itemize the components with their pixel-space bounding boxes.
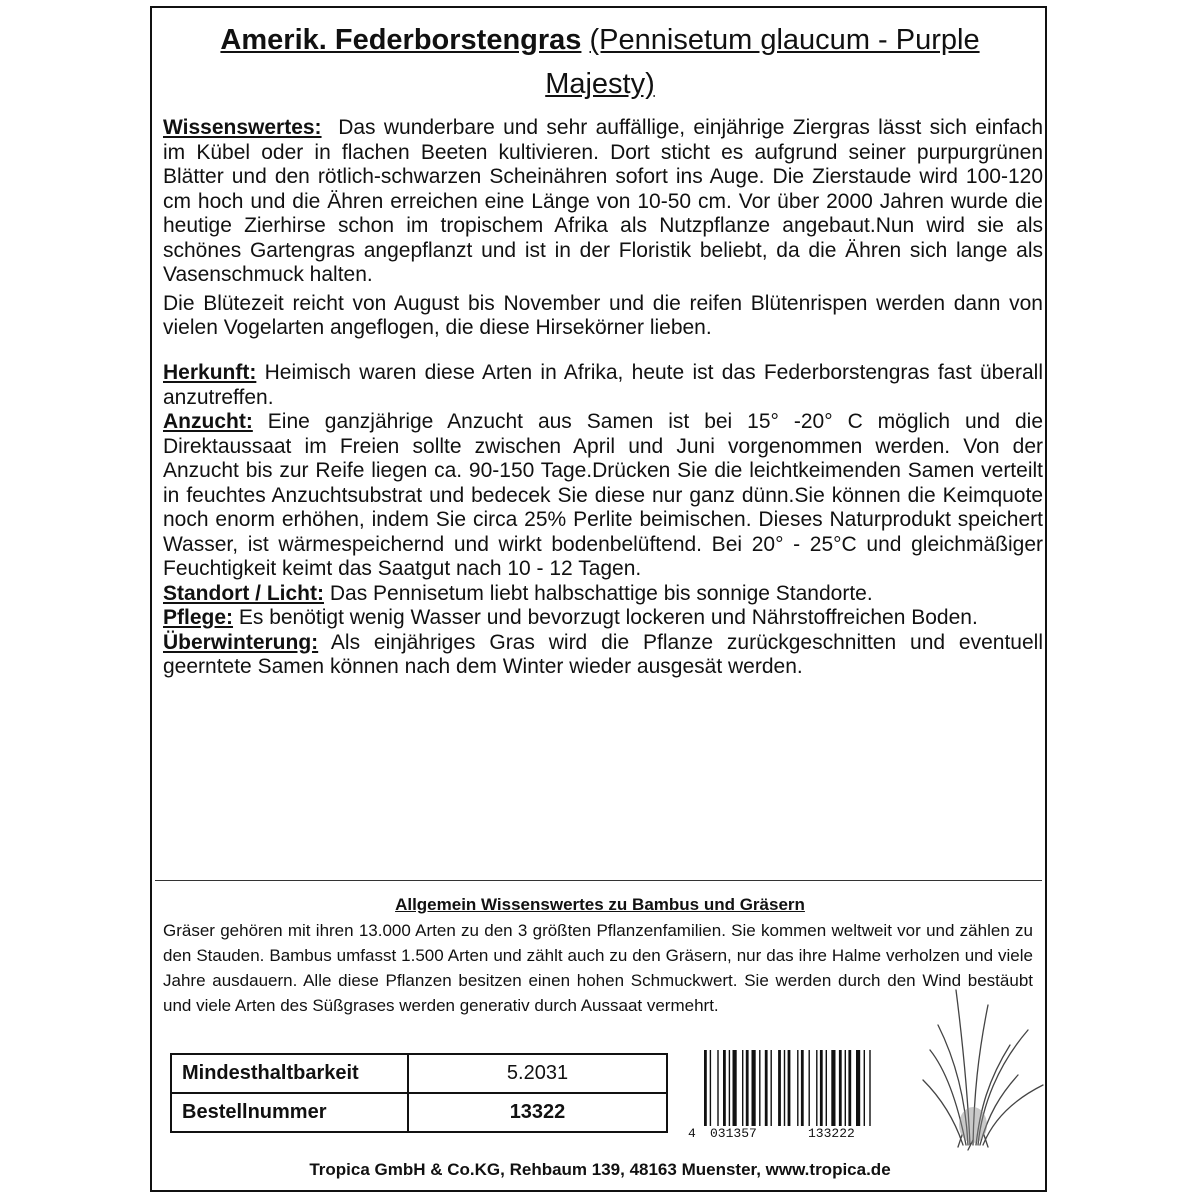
section-text: Es benötigt wenig Wasser und bevorzugt lockeren und Nährstoffreichen Boden. (238, 606, 978, 629)
section-label: Standort / Licht: (163, 581, 324, 605)
section-text: Heimisch waren diese Arten in Afrika, heute ist das Federborstengras fast überall anzutreffen. (163, 361, 1043, 409)
footer-address: Tropica GmbH & Co.KG, Rehbaum 139, 48163 Muenster, www.tropica.de (309, 1160, 891, 1179)
section-label: Pflege: (163, 606, 234, 629)
general-text: Gräser gehören mit ihren 13.000 Arten zu den 3 größten Pflanzenfamilien. Sie kommen weltweit vor und zählen zu den Stauden. Bambus umfasst 1.500 Arten und zählt auch zu den Gräsern, nur das ihre Halme verholzen und viele Jahre ausdauern. Alle diese Pflanzen besitzen einen hohen Schmuckwert. Sie werden durch den Wind bestäubt und viele Arten des Süßgrases werden generativ durch Aussaat vermehrt. (163, 921, 1033, 1015)
care-sections (163, 361, 1043, 680)
section-herkunft (163, 361, 1043, 410)
barcode-group-right: 133222 (808, 1126, 855, 1141)
grass-plant-icon (918, 985, 1050, 1155)
intro-section (163, 116, 1043, 341)
table-value: 13322 (408, 1093, 667, 1132)
table-row (171, 1093, 667, 1132)
intro-text-2: Die Blütezeit reicht von August bis November und die reifen Blütenrispen werden dann von vielen Vogelarten angeflogen, die diese Hirsekörner lieben. (163, 291, 1043, 339)
intro-label: Wissenswertes: (163, 116, 322, 139)
section-label: Herkunft: (163, 361, 257, 384)
general-title (150, 895, 1050, 915)
barcode-digit-first: 4 (688, 1126, 696, 1141)
info-table (170, 1053, 668, 1133)
section-label: Überwinterung: (163, 630, 319, 654)
page-title (172, 18, 1028, 106)
common-name: Amerik. Federborstengras (220, 24, 582, 56)
general-title-text: Allgemein Wissenswertes zu Bambus und Gräsern (395, 895, 805, 914)
section-divider (155, 880, 1042, 881)
intro-text-1: Das wunderbare und sehr auffällige, einjährige Ziergras lässt sich einfach im Kübel oder in flachen Beeten kultivieren. Dort sticht es aufgrund seiner purpurgrünen Blätter und den rötlich-schwarzen Scheinähren sofort ins Auge. Die Zierstaude wird 100-120 cm hoch und die Ähren erreichen eine Länge von 10-50 cm. Vor über 2000 Jahren wurde die heutige Zierhirse schon im tropischem Afrika als Nutzpflanze angebaut.Nun wird sie als schönes Gartengras angepflanzt und ist in der Floristik beliebt, da die Ähren sich lange als Vasenschmuck halten. (163, 116, 1043, 286)
section-pflege (163, 606, 1043, 631)
section-label: Anzucht: (163, 410, 253, 433)
section-text: Eine ganzjährige Anzucht aus Samen ist bei 15° -20° C möglich und die Direktaussaat im Freien sollte zwischen April und Juni vorgenommen werden. Von der Anzucht bis zur Reife liegen ca. 90-150 Tage.Drücken Sie die leichtkeimenden Samen verteilt in feuchtes Anzuchtsubstrat und bedecek Sie diese nur ganz dünn.Sie können die Keimquote noch enorm erhöhen, indem Sie circa 25% Perlite beimischen. Dieses Naturprodukt speichert Wasser, ist wärmespeichernd und wirkt bodenbelüftend. Bei 20° - 25°C und gleichmäßiger Feuchtigkeit keimt das Saatgut nach 10 - 12 Tagen. (163, 410, 1043, 580)
section-ueberwinterung (163, 631, 1043, 680)
latin-name: (Pennisetum glaucum - Purple Majesty) (545, 24, 980, 100)
section-standort (163, 582, 1043, 607)
table-key: Mindesthaltbarkeit (171, 1054, 408, 1093)
barcode-group-left: 031357 (710, 1126, 757, 1141)
table-value: 5.2031 (408, 1054, 667, 1093)
section-text: Das Pennisetum liebt halbschattige bis sonnige Standorte. (329, 581, 873, 605)
table-key: Bestellnummer (171, 1093, 408, 1132)
section-anzucht (163, 410, 1043, 582)
table-row (171, 1054, 667, 1093)
section-text: Als einjähriges Gras wird die Pflanze zurückgeschnitten und eventuell geerntete Samen können nach dem Winter wieder ausgesät werden. (163, 630, 1043, 678)
